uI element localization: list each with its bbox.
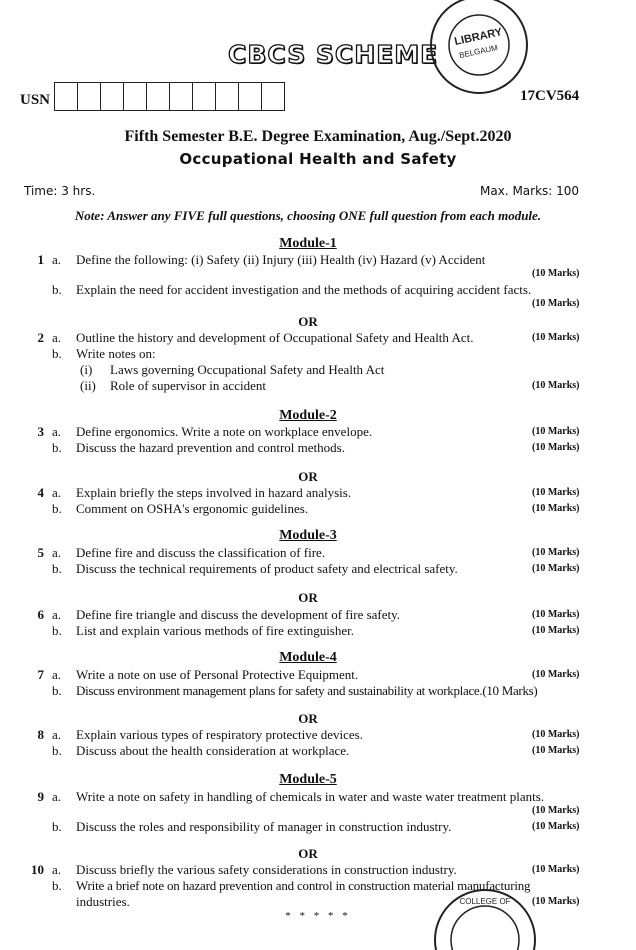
- or-divider: OR: [298, 846, 318, 861]
- end-marker: * * * * *: [285, 910, 351, 922]
- question-text: Define the following: (i) Safety (ii) Injury (iii) Health (iv) Hazard (v) Accident: [76, 252, 486, 267]
- usn-box: [215, 82, 239, 111]
- marks-label: (10 Marks): [532, 625, 580, 636]
- marks-label: (10 Marks): [532, 821, 580, 832]
- or-divider: OR: [298, 590, 318, 605]
- module-heading: Module-5: [279, 772, 337, 787]
- subpart-label: (i): [80, 362, 93, 377]
- usn-box: [261, 82, 285, 111]
- part-letter: a.: [52, 862, 62, 877]
- question-number: 7: [37, 667, 44, 682]
- subpart-label: (ii): [80, 378, 96, 393]
- part-letter: a.: [52, 330, 62, 345]
- marks-label: (10 Marks): [532, 729, 580, 740]
- part-letter: a.: [52, 667, 62, 682]
- subpart-text: Role of supervisor in accident: [110, 378, 266, 393]
- question-number: 8: [37, 727, 44, 742]
- part-letter: b.: [52, 743, 62, 758]
- marks-label: (10 Marks): [532, 503, 580, 514]
- part-letter: b.: [52, 440, 62, 455]
- usn-label: USN: [20, 92, 51, 108]
- question-number: 4: [37, 485, 44, 500]
- part-letter: a.: [52, 485, 62, 500]
- stamp-bottom-text: COLLEGE OF: [459, 897, 511, 906]
- question-number: 6: [37, 607, 44, 622]
- marks-label: (10 Marks): [532, 332, 580, 343]
- marks-label: (10 Marks): [532, 669, 580, 680]
- module-heading: Module-1: [279, 236, 337, 251]
- question-text: Outline the history and development of Occupational Safety and Health Act.: [76, 330, 474, 345]
- marks-label: (10 Marks): [532, 563, 580, 574]
- part-letter: b.: [52, 282, 62, 297]
- marks-label: (10 Marks): [532, 426, 580, 437]
- college-stamp: [430, 880, 540, 950]
- question-text: Explain various types of respiratory protective devices.: [76, 727, 363, 742]
- subject-title: Occupational Health and Safety: [179, 150, 457, 168]
- question-text: Explain briefly the steps involved in hazard analysis.: [76, 485, 352, 500]
- marks-label: (10 Marks): [532, 298, 580, 309]
- marks-label: (10 Marks): [532, 442, 580, 453]
- question-text: Discuss briefly the various safety considerations in construction industry.: [76, 862, 457, 877]
- usn-box: [54, 82, 78, 111]
- usn-box: [192, 82, 216, 111]
- part-letter: b.: [52, 346, 62, 361]
- module-heading: Module-3: [279, 528, 337, 543]
- or-divider: OR: [298, 314, 318, 329]
- marks-label: (10 Marks): [532, 487, 580, 498]
- marks-label: (10 Marks): [532, 805, 580, 816]
- scheme-banner: CBCS SCHEME: [228, 40, 439, 69]
- question-number: 2: [37, 330, 44, 345]
- question-number: 3: [37, 424, 44, 439]
- question-text: Discuss the hazard prevention and control methods.: [76, 440, 345, 455]
- question-text-continued: industries.: [76, 894, 130, 909]
- marks-label: (10 Marks): [532, 380, 580, 391]
- question-number: 1: [37, 252, 44, 267]
- marks-label: (10 Marks): [532, 864, 580, 875]
- subject-code: 17CV564: [520, 88, 580, 104]
- part-letter: a.: [52, 252, 62, 267]
- question-number: 9: [37, 789, 44, 804]
- marks-label: (10 Marks): [532, 268, 580, 279]
- part-letter: b.: [52, 561, 62, 576]
- question-text: Write a note on use of Personal Protective Equipment.: [76, 667, 359, 682]
- part-letter: a.: [52, 607, 62, 622]
- part-letter: a.: [52, 789, 62, 804]
- subpart-text: Laws governing Occupational Safety and Health Act: [110, 362, 385, 377]
- stamp-line-1: LIBRARY: [453, 26, 504, 48]
- module-heading: Module-2: [279, 408, 337, 423]
- question-text: Discuss environment management plans for safety and sustainability at workplace.(10 Marks): [76, 683, 538, 698]
- question-text: Define ergonomics. Write a note on workplace envelope.: [76, 424, 373, 439]
- marks-label: (10 Marks): [532, 896, 580, 907]
- or-divider: OR: [298, 469, 318, 484]
- part-letter: b.: [52, 683, 62, 698]
- usn-boxes: [55, 82, 285, 111]
- question-text: Discuss about the health consideration at workplace.: [76, 743, 350, 758]
- question-text: Write a brief note on hazard prevention and control in construction material manufacturing: [76, 878, 531, 893]
- question-number: 5: [37, 545, 44, 560]
- part-letter: b.: [52, 878, 62, 893]
- library-stamp: [424, 0, 534, 100]
- part-letter: a.: [52, 727, 62, 742]
- usn-box: [123, 82, 147, 111]
- max-marks: Max. Marks: 100: [480, 184, 580, 198]
- marks-label: (10 Marks): [532, 609, 580, 620]
- question-text: Write a note on safety in handling of chemicals in water and waste water treatment plants.: [76, 789, 545, 804]
- question-text: Define fire and discuss the classification of fire.: [76, 545, 326, 560]
- usn-box: [238, 82, 262, 111]
- marks-label: (10 Marks): [532, 547, 580, 558]
- usn-box: [100, 82, 124, 111]
- module-heading: Module-4: [279, 650, 337, 665]
- question-number: 10: [31, 862, 44, 877]
- question-text: Define fire triangle and discuss the development of fire safety.: [76, 607, 401, 622]
- time-allowed: Time: 3 hrs.: [24, 184, 96, 198]
- question-text: Discuss the roles and responsibility of manager in construction industry.: [76, 819, 452, 834]
- usn-box: [169, 82, 193, 111]
- part-letter: a.: [52, 545, 62, 560]
- exam-title: Fifth Semester B.E. Degree Examination, Aug./Sept.2020: [124, 128, 512, 145]
- question-text: List and explain various methods of fire extinguisher.: [76, 623, 354, 638]
- usn-box: [77, 82, 101, 111]
- part-letter: b.: [52, 501, 62, 516]
- instructions-note: Note: Answer any FIVE full questions, choosing ONE full question from each module.: [74, 208, 542, 223]
- part-letter: b.: [52, 623, 62, 638]
- question-text: Explain the need for accident investigation and the methods of acquiring accident facts.: [76, 282, 532, 297]
- part-letter: b.: [52, 819, 62, 834]
- stamp-line-2: BELGAUM: [458, 43, 499, 61]
- usn-box: [146, 82, 170, 111]
- or-divider: OR: [298, 711, 318, 726]
- question-text: Comment on OSHA's ergonomic guidelines.: [76, 501, 309, 516]
- question-text: Write notes on:: [76, 346, 156, 361]
- part-letter: a.: [52, 424, 62, 439]
- marks-label: (10 Marks): [532, 745, 580, 756]
- question-text: Discuss the technical requirements of product safety and electrical safety.: [76, 561, 458, 576]
